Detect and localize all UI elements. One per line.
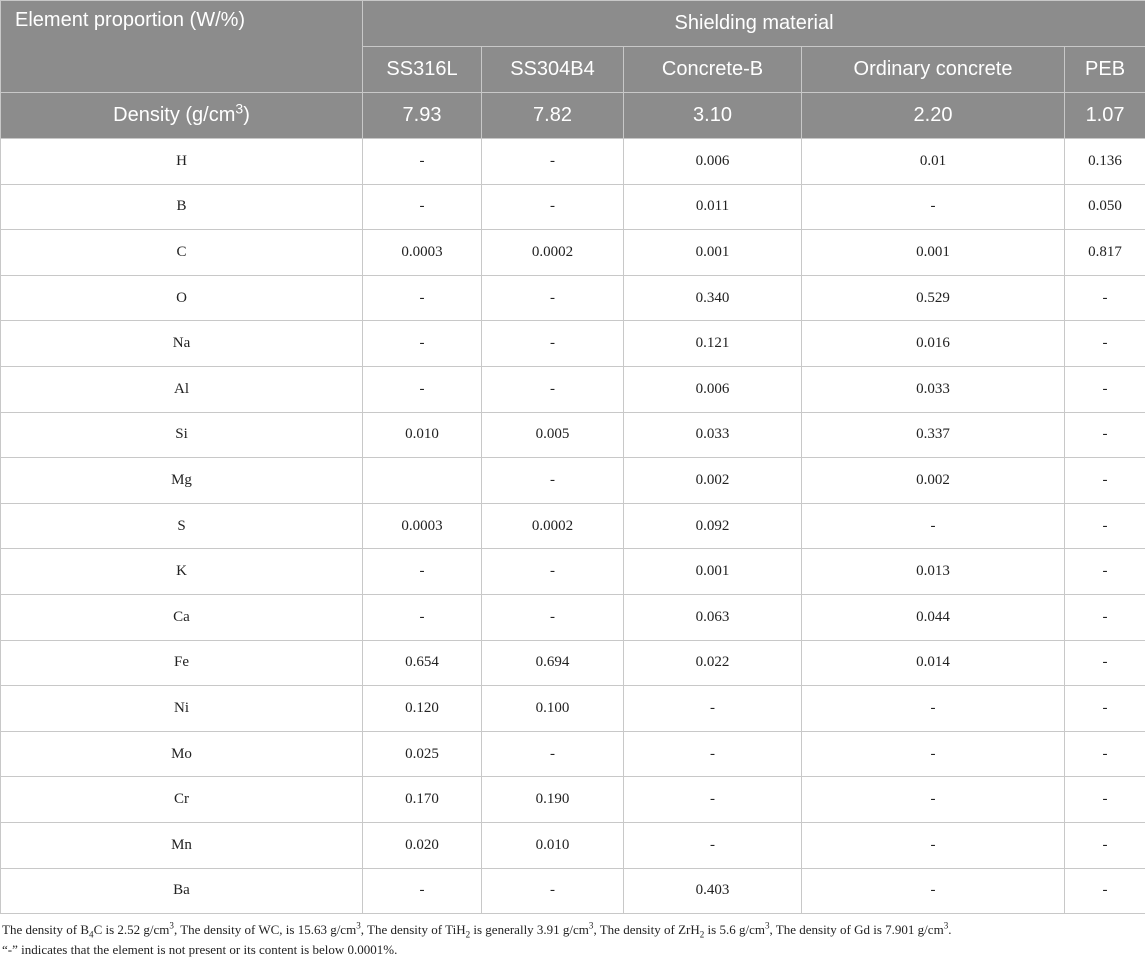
footnote-text: is 5.6 g/cm — [704, 922, 765, 937]
table-row — [1, 321, 1145, 367]
table-cell: - — [1065, 640, 1145, 686]
table-cell: - — [802, 686, 1065, 732]
table-cell: - — [1065, 321, 1145, 367]
table-cell: - — [1065, 731, 1145, 777]
density-value: 7.93 — [363, 93, 482, 139]
table-cell: - — [1065, 549, 1145, 595]
footnote-densities — [2, 920, 1142, 940]
table-cell: - — [363, 184, 482, 230]
table-cell: 0.0002 — [482, 230, 624, 276]
density-value: 3.10 — [624, 93, 802, 139]
table-cell: 0.002 — [624, 458, 802, 504]
footnote-dash-legend: “-” indicates that the element is not present or its content is below 0.0001%. — [2, 942, 398, 957]
table-cell: 0.025 — [363, 731, 482, 777]
table-cell: 0.050 — [1065, 184, 1145, 230]
table-row — [1, 868, 1145, 914]
element-symbol: C — [1, 230, 363, 276]
table-row — [1, 458, 1145, 504]
table-cell: - — [1065, 503, 1145, 549]
footnote-text: , The density of Gd is 7.901 g/cm — [769, 922, 944, 937]
table-cell: - — [482, 321, 624, 367]
table-row — [1, 686, 1145, 732]
table-cell: 0.694 — [482, 640, 624, 686]
table-cell: - — [1065, 458, 1145, 504]
material-header: SS316L — [363, 47, 482, 93]
table-cell: 0.337 — [802, 412, 1065, 458]
table-row — [1, 549, 1145, 595]
table-body — [1, 139, 1145, 914]
density-value: 1.07 — [1065, 93, 1145, 139]
table-cell: - — [802, 731, 1065, 777]
element-proportion-header: Element proportion (W/%) — [1, 1, 363, 93]
table-cell: 0.340 — [624, 275, 802, 321]
table-row — [1, 230, 1145, 276]
table-cell: - — [1065, 777, 1145, 823]
material-header: PEB — [1065, 47, 1145, 93]
table-cell: - — [482, 139, 624, 185]
element-symbol: Ba — [1, 868, 363, 914]
footnote-text: , The density of WC, is 15.63 g/cm — [173, 922, 357, 937]
element-symbol: B — [1, 184, 363, 230]
footnote-text: 3 — [356, 920, 361, 931]
table-cell: - — [482, 731, 624, 777]
table-cell: - — [624, 731, 802, 777]
table-cell: 0.0002 — [482, 503, 624, 549]
element-symbol: O — [1, 275, 363, 321]
table-cell: - — [363, 868, 482, 914]
table-cell: - — [1065, 275, 1145, 321]
footnote-text: is generally 3.91 g/cm — [470, 922, 589, 937]
table-cell: 0.190 — [482, 777, 624, 823]
table-cell: - — [624, 777, 802, 823]
footnote-text: C is 2.52 g/cm — [93, 922, 170, 937]
table-cell: - — [482, 549, 624, 595]
table-cell: 0.014 — [802, 640, 1065, 686]
footnote-text: . — [948, 922, 952, 937]
table-cell: - — [1065, 594, 1145, 640]
table-cell: 0.01 — [802, 139, 1065, 185]
table-row — [1, 139, 1145, 185]
density-label: Density $(g/cm^3)$ — [1, 93, 363, 139]
table-cell: 0.006 — [624, 139, 802, 185]
footnote-text: 4 — [89, 929, 94, 940]
element-symbol: Na — [1, 321, 363, 367]
element-symbol: Fe — [1, 640, 363, 686]
table-cell: 0.817 — [1065, 230, 1145, 276]
footnote-text: 3 — [764, 920, 770, 931]
table-row — [1, 275, 1145, 321]
footnote-text: , The density of ZrH — [593, 922, 700, 937]
table-cell: - — [1065, 366, 1145, 412]
table-cell: 0.100 — [482, 686, 624, 732]
table-cell: 0.016 — [802, 321, 1065, 367]
table-cell: - — [482, 458, 624, 504]
footnotes — [2, 920, 1142, 960]
table-cell: 0.001 — [802, 230, 1065, 276]
table-cell: 0.010 — [482, 822, 624, 868]
footnote-text: 3 — [588, 920, 594, 931]
table-cell: - — [482, 184, 624, 230]
material-header: Ordinary concrete — [802, 47, 1065, 93]
table-cell: 0.136 — [1065, 139, 1145, 185]
table-cell: - — [802, 503, 1065, 549]
table-cell: - — [1065, 868, 1145, 914]
table-cell: 0.011 — [624, 184, 802, 230]
table-row — [1, 366, 1145, 412]
table-cell: - — [363, 594, 482, 640]
table-row — [1, 412, 1145, 458]
element-symbol: H — [1, 139, 363, 185]
table-row — [1, 503, 1145, 549]
material-header: Concrete-B — [624, 47, 802, 93]
table-cell: 0.005 — [482, 412, 624, 458]
table-cell: 0.120 — [363, 686, 482, 732]
table-cell: - — [802, 868, 1065, 914]
table-cell: - — [482, 275, 624, 321]
table-cell: 0.403 — [624, 868, 802, 914]
table-cell: 0.020 — [363, 822, 482, 868]
footnote-text: 2 — [465, 929, 471, 940]
element-symbol: Mn — [1, 822, 363, 868]
table-cell: - — [482, 868, 624, 914]
table-row — [1, 777, 1145, 823]
element-symbol: Mo — [1, 731, 363, 777]
element-symbol: Cr — [1, 777, 363, 823]
table-cell: - — [624, 686, 802, 732]
table-cell: 0.063 — [624, 594, 802, 640]
table-cell: - — [363, 139, 482, 185]
table-row — [1, 640, 1145, 686]
table-cell: 0.006 — [624, 366, 802, 412]
table-cell — [363, 458, 482, 504]
table-row — [1, 731, 1145, 777]
footnote-text: 3 — [943, 920, 949, 931]
table-cell: 0.022 — [624, 640, 802, 686]
footnote-text: The density of B — [2, 922, 90, 937]
shielding-material-header: Shielding material — [363, 1, 1145, 47]
table-cell: - — [363, 366, 482, 412]
table-cell: 0.001 — [624, 549, 802, 595]
table-cell: 0.529 — [802, 275, 1065, 321]
table-cell: 0.033 — [624, 412, 802, 458]
table-cell: 0.654 — [363, 640, 482, 686]
table-cell: - — [802, 777, 1065, 823]
table-cell: - — [1065, 412, 1145, 458]
element-symbol: Al — [1, 366, 363, 412]
table-cell: - — [363, 275, 482, 321]
element-symbol: K — [1, 549, 363, 595]
element-symbol: S — [1, 503, 363, 549]
density-row — [1, 93, 1145, 139]
table-cell: - — [363, 549, 482, 595]
table-cell: 0.121 — [624, 321, 802, 367]
table-cell: - — [802, 822, 1065, 868]
footnote-text: 3 — [169, 920, 174, 931]
footnote-text: , The density of TiH — [360, 922, 466, 937]
table-cell: 0.0003 — [363, 230, 482, 276]
element-symbol: Ni — [1, 686, 363, 732]
table-cell: 0.001 — [624, 230, 802, 276]
table-cell: 0.170 — [363, 777, 482, 823]
density-value: 7.82 — [482, 93, 624, 139]
table-cell: - — [624, 822, 802, 868]
table-cell: 0.013 — [802, 549, 1065, 595]
element-symbol: Mg — [1, 458, 363, 504]
table-cell: 0.010 — [363, 412, 482, 458]
table-cell: - — [363, 321, 482, 367]
density-value: 2.20 — [802, 93, 1065, 139]
footnote-text: 2 — [699, 929, 705, 940]
table-cell: - — [1065, 686, 1145, 732]
table-cell: 0.092 — [624, 503, 802, 549]
table-cell: 0.033 — [802, 366, 1065, 412]
table-cell: 0.0003 — [363, 503, 482, 549]
table-cell: - — [482, 594, 624, 640]
table-cell: 0.044 — [802, 594, 1065, 640]
table-cell: - — [802, 184, 1065, 230]
table-cell: - — [1065, 822, 1145, 868]
table-row — [1, 822, 1145, 868]
table-cell: 0.002 — [802, 458, 1065, 504]
material-header: SS304B4 — [482, 47, 624, 93]
table-row — [1, 184, 1145, 230]
element-symbol: Ca — [1, 594, 363, 640]
element-symbol: Si — [1, 412, 363, 458]
table-cell: - — [482, 366, 624, 412]
table-row — [1, 594, 1145, 640]
